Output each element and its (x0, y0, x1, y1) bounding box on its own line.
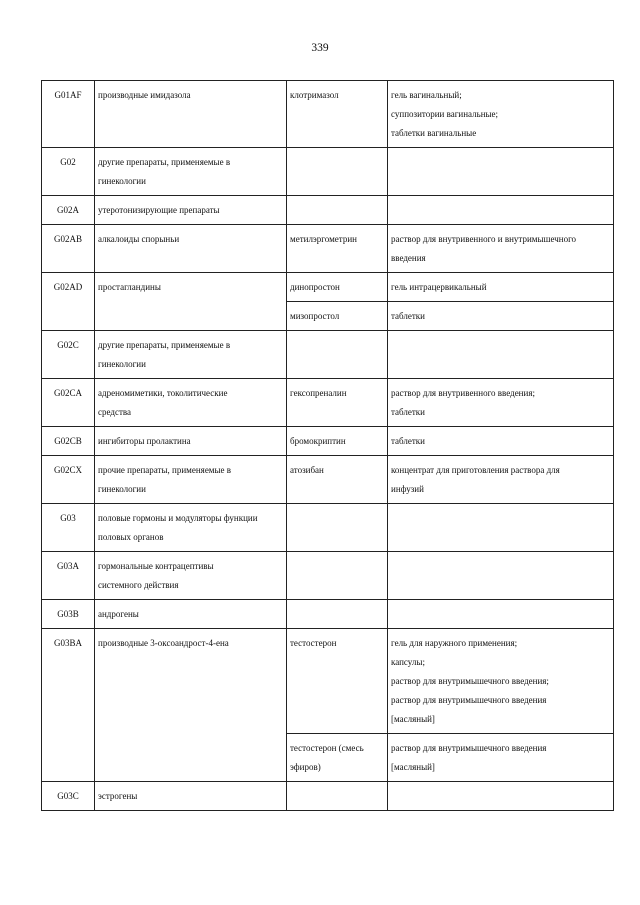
table-row (42, 600, 614, 629)
group-cell (95, 196, 287, 225)
group-cell (95, 552, 287, 600)
drug-text-line: клотримазол (290, 90, 339, 100)
form-text-line: таблетки (391, 311, 426, 321)
group-cell (95, 629, 287, 782)
group-cell (95, 600, 287, 629)
form-cell (388, 81, 614, 148)
group-text-line: прочие препараты, применяемые в (98, 465, 232, 475)
drug-cell (287, 81, 388, 148)
group-text-line: гинекологии (98, 359, 146, 369)
form-text-line: введения (391, 253, 426, 263)
group-cell (95, 225, 287, 273)
group-text-line: средства (98, 407, 132, 417)
group-text-line: утеротонизирующие препараты (98, 205, 220, 215)
drug-text-line: бромокриптин (290, 436, 346, 446)
form-cell (388, 427, 614, 456)
table-row (42, 225, 614, 273)
group-cell (95, 379, 287, 427)
group-text-line: другие препараты, применяемые в (98, 340, 231, 350)
form-cell (388, 379, 614, 427)
atc-code-cell: G02AB (42, 225, 95, 273)
drug-cell (287, 331, 388, 379)
group-cell (95, 273, 287, 331)
group-cell (95, 331, 287, 379)
table-row (42, 379, 614, 427)
table-row (42, 81, 614, 148)
group-text-line: гинекологии (98, 176, 146, 186)
group-cell (95, 456, 287, 504)
drug-cell (287, 379, 388, 427)
form-cell (388, 504, 614, 552)
form-text-line: концентрат для приготовления раствора для (391, 465, 560, 475)
group-text-line: производные имидазола (98, 90, 191, 100)
drug-text-line: тестостерон (смесь (290, 743, 364, 753)
group-text-line: простагландины (98, 282, 161, 292)
drug-text-line: метилэргометрин (290, 234, 357, 244)
drug-cell (287, 782, 388, 811)
drug-text-line: атозибан (290, 465, 324, 475)
form-cell (388, 148, 614, 196)
page-number: 339 (311, 42, 329, 54)
form-cell (388, 552, 614, 600)
atc-code-cell: G02AD (42, 273, 95, 331)
table-row (42, 504, 614, 552)
atc-code-cell: G02A (42, 196, 95, 225)
form-text-line: таблетки вагинальные (391, 128, 477, 138)
drug-cell (287, 427, 388, 456)
atc-code-cell: G02C (42, 331, 95, 379)
atc-code-cell: G01AF (42, 81, 95, 148)
form-text-line: таблетки (391, 407, 426, 417)
group-cell (95, 81, 287, 148)
form-text-line: суппозитории вагинальные; (391, 109, 499, 119)
form-cell (388, 196, 614, 225)
atc-code-cell: G02CB (42, 427, 95, 456)
form-text-line: [масляный] (391, 762, 435, 772)
form-text-line: гель для наружного применения; (391, 638, 518, 648)
drug-cell (287, 600, 388, 629)
form-cell (388, 782, 614, 811)
drug-cell (287, 273, 388, 302)
drug-text-line: динопростон (290, 282, 340, 292)
table-row (42, 629, 614, 734)
table-row (42, 456, 614, 504)
table-row (42, 782, 614, 811)
form-cell (388, 331, 614, 379)
form-text-line: раствор для внутримышечного введения (391, 695, 547, 705)
form-cell (388, 734, 614, 782)
form-text-line: капсулы; (391, 657, 425, 667)
atc-code-cell: G03C (42, 782, 95, 811)
table-row (42, 427, 614, 456)
table-row (42, 331, 614, 379)
drug-cell (287, 504, 388, 552)
form-text-line: раствор для внутримышечного введения; (391, 676, 549, 686)
group-text-line: адреномиметики, токолитические (98, 388, 228, 398)
drug-text-line: тестостерон (290, 638, 337, 648)
table-row (42, 196, 614, 225)
drug-text-line: эфиров) (290, 762, 321, 772)
form-cell (388, 302, 614, 331)
group-cell (95, 427, 287, 456)
group-text-line: гинекологии (98, 484, 146, 494)
form-cell (388, 600, 614, 629)
atc-code-cell: G02 (42, 148, 95, 196)
form-cell (388, 629, 614, 734)
form-cell (388, 456, 614, 504)
group-cell (95, 504, 287, 552)
form-cell (388, 273, 614, 302)
drug-cell (287, 148, 388, 196)
drug-text-line: гексопреналин (290, 388, 347, 398)
table-row (42, 273, 614, 302)
atc-code-cell: G02CX (42, 456, 95, 504)
form-text-line: раствор для внутримышечного введения (391, 743, 547, 753)
atc-code-cell: G03 (42, 504, 95, 552)
atc-code-cell: G03B (42, 600, 95, 629)
atc-code-cell: G02CA (42, 379, 95, 427)
drug-cell (287, 456, 388, 504)
group-text-line: ингибиторы пролактина (98, 436, 191, 446)
group-text-line: производные 3-оксоандрост-4-ена (98, 638, 229, 648)
drug-cell (287, 302, 388, 331)
atc-code-cell: G03BA (42, 629, 95, 782)
group-text-line: эстрогены (98, 791, 138, 801)
group-text-line: алкалоиды спорыньи (98, 234, 180, 244)
drug-cell (287, 734, 388, 782)
group-text-line: половые гормоны и модуляторы функции (98, 513, 258, 523)
drug-cell (287, 196, 388, 225)
table-row (42, 552, 614, 600)
group-cell (95, 782, 287, 811)
table-row (42, 148, 614, 196)
form-text-line: [масляный] (391, 714, 435, 724)
form-text-line: гель вагинальный; (391, 90, 462, 100)
group-text-line: андрогены (98, 609, 139, 619)
drug-cell (287, 225, 388, 273)
drug-text-line: мизопростол (290, 311, 340, 321)
form-text-line: гель интрацервикальный (391, 282, 487, 292)
form-text-line: таблетки (391, 436, 426, 446)
form-text-line: инфузий (391, 484, 424, 494)
drug-cell (287, 552, 388, 600)
form-cell (388, 225, 614, 273)
group-text-line: системного действия (98, 580, 179, 590)
atc-code-cell: G03A (42, 552, 95, 600)
group-cell (95, 148, 287, 196)
form-text-line: раствор для внутривенного и внутримышечного (391, 234, 577, 244)
group-text-line: половых органов (98, 532, 164, 542)
form-text-line: раствор для внутривенного введения; (391, 388, 535, 398)
group-text-line: другие препараты, применяемые в (98, 157, 231, 167)
drug-table (41, 80, 614, 811)
group-text-line: гормональные контрацептивы (98, 561, 214, 571)
drug-cell (287, 629, 388, 734)
